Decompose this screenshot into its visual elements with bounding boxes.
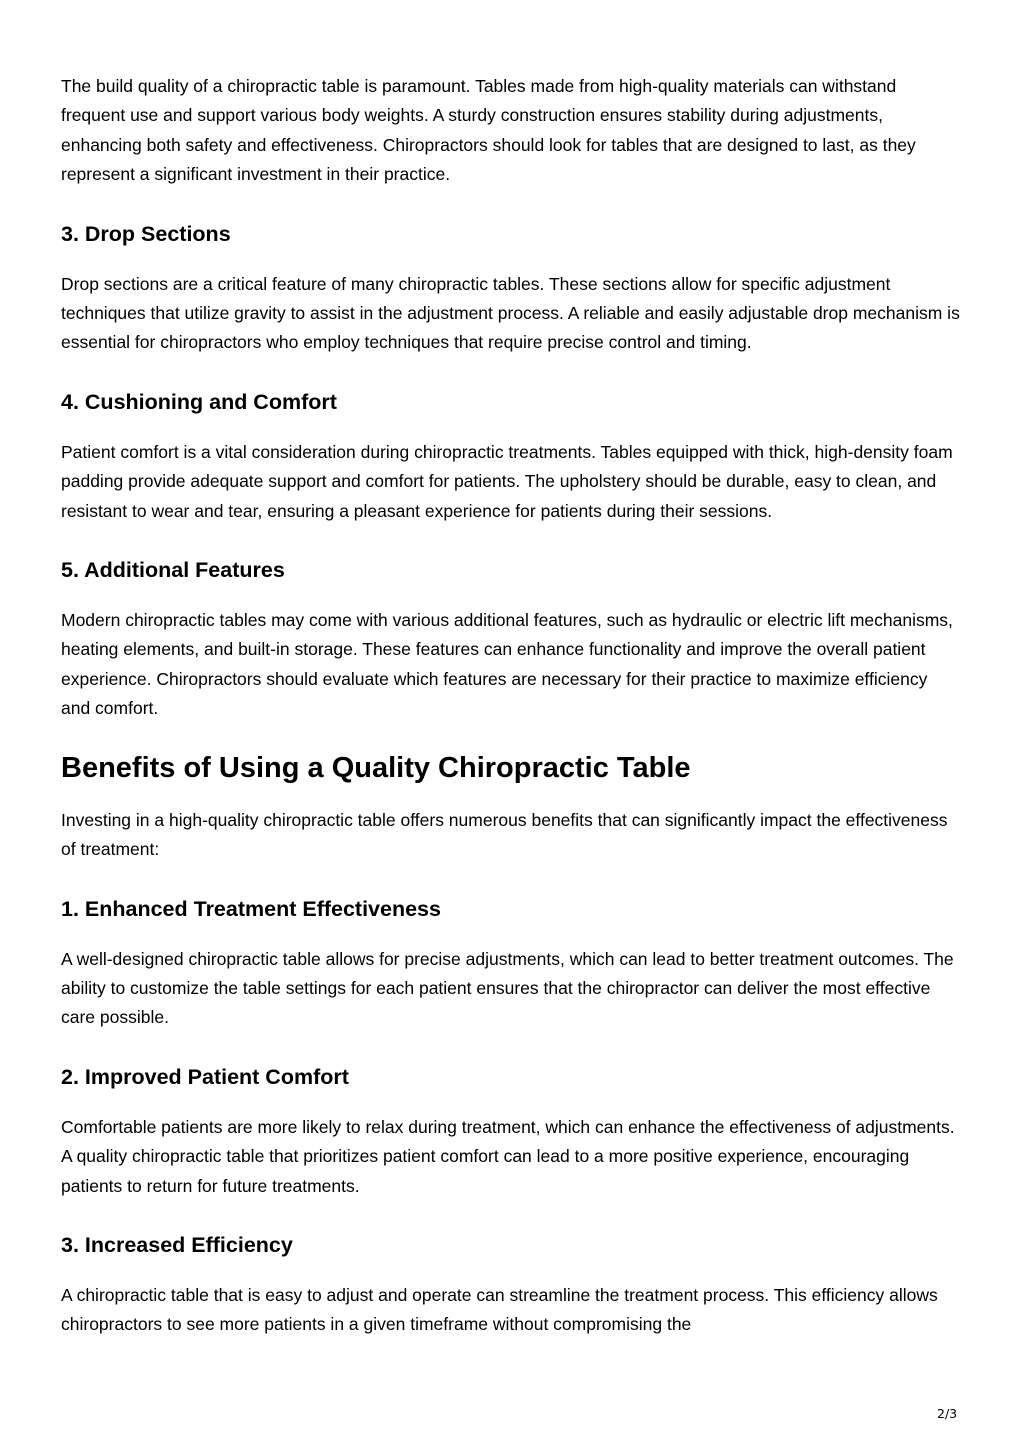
benefit-heading-increased-efficiency: 3. Increased Efficiency (61, 1232, 293, 1257)
benefit-heading-treatment-effectiveness: 1. Enhanced Treatment Effectiveness (61, 896, 441, 921)
page-number: 2/3 (937, 1406, 958, 1421)
feature-heading-drop-sections: 3. Drop Sections (61, 221, 231, 246)
intro-paragraph: The build quality of a chiropractic table is paramount. Tables made from high-quality materials can withstand frequent use and support various body weights. A sturdy construction ensures stability during adjustments, enhancing both safety and effectiveness. Chiropractors should look for tables that are designed to last, as they represent a significant investment in their practice. (61, 76, 916, 185)
document-page (61, 72, 961, 1340)
feature-heading-additional-features: 5. Additional Features (61, 558, 285, 583)
benefit-heading-patient-comfort: 2. Improved Patient Comfort (61, 1064, 349, 1089)
benefit-body-patient-comfort: Comfortable patients are more likely to relax during treatment, which can enhance the effectiveness of adjustments. A quality chiropractic table that prioritizes patient comfort can lead to a more positive experience, encouraging patients to return for future treatments. (61, 1116, 955, 1196)
benefit-body-increased-efficiency: A chiropractic table that is easy to adjust and operate can streamline the treatment process. This efficiency allows chiropractors to see more patients in a given timeframe without compromising the (61, 1284, 938, 1335)
feature-body-additional-features: Modern chiropractic tables may come with various additional features, such as hydraulic or electric lift mechanisms, heating elements, and built-in storage. These features can enhance functionality and improve the overall patient experience. Chiropractors should evaluate which features are necessary for their practice to maximize efficiency and comfort. (61, 610, 953, 719)
feature-body-cushioning-comfort: Patient comfort is a vital consideration during chiropractic treatments. Tables equipped with thick, high-density foam padding provide adequate support and comfort for patients. The upholstery should be durable, easy to clean, and resistant to wear and tear, ensuring a pleasant experience for patients during their sessions. (61, 441, 953, 521)
benefit-body-treatment-effectiveness: A well-designed chiropractic table allows for precise adjustments, which can lead to better treatment outcomes. The ability to customize the table settings for each patient ensures that the chiropractor can deliver the most effective care possible. (61, 948, 954, 1028)
feature-heading-cushioning-comfort: 4. Cushioning and Comfort (61, 389, 337, 414)
benefits-section-title: Benefits of Using a Quality Chiropractic Table (61, 751, 691, 784)
benefits-intro-paragraph: Investing in a high-quality chiropractic table offers numerous benefits that can significantly impact the effectiveness of treatment: (61, 809, 948, 860)
feature-body-drop-sections: Drop sections are a critical feature of many chiropractic tables. These sections allow for specific adjustment techniques that utilize gravity to assist in the adjustment process. A reliable and easily adjustable drop mechanism is essential for chiropractors who employ techniques that require precise control and timing. (61, 273, 960, 353)
